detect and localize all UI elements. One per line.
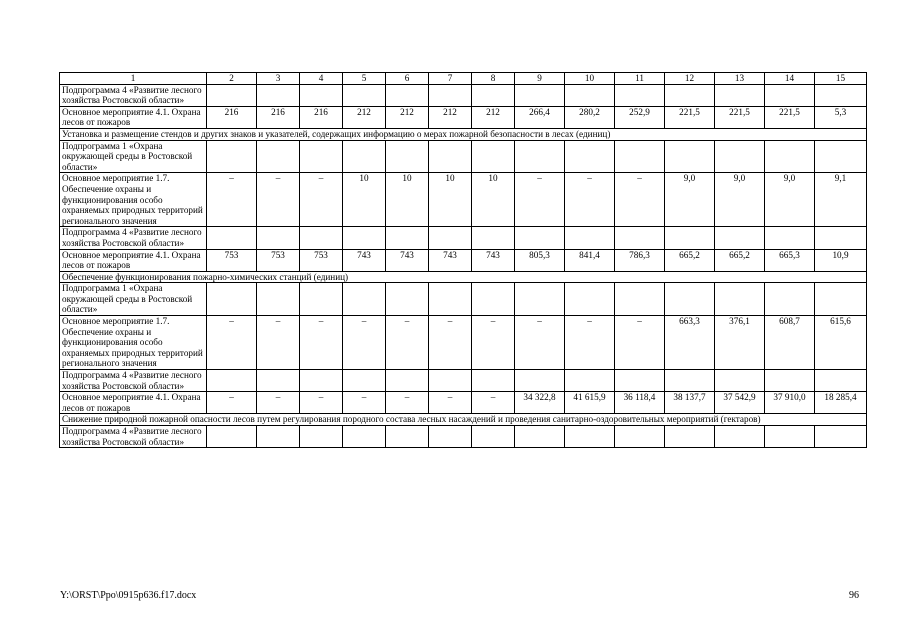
value-cell (386, 140, 429, 173)
value-cell: 5,3 (815, 106, 867, 128)
value-cell (207, 283, 257, 316)
indicator-table (59, 72, 867, 448)
value-cell: 41 615,9 (565, 392, 615, 414)
value-cell: – (343, 316, 386, 370)
value-cell: 34 322,8 (515, 392, 565, 414)
value-cell: 743 (472, 249, 515, 271)
value-cell (515, 84, 565, 106)
value-cell (343, 227, 386, 249)
value-cell (665, 370, 715, 392)
value-cell (715, 283, 765, 316)
value-cell (429, 283, 472, 316)
value-cell (615, 370, 665, 392)
value-cell (765, 227, 815, 249)
column-number-header: 15 (815, 73, 867, 85)
value-cell (343, 370, 386, 392)
table-header-row (60, 73, 867, 85)
value-cell (615, 426, 665, 448)
value-cell (472, 140, 515, 173)
table-row (60, 426, 867, 448)
value-cell (815, 370, 867, 392)
value-cell (386, 370, 429, 392)
value-cell: 9,0 (765, 173, 815, 227)
value-cell (257, 283, 300, 316)
value-cell (715, 426, 765, 448)
table-row (60, 392, 867, 414)
row-label-cell: Основное мероприятие 4.1. Охрана лесов от пожаров (60, 392, 207, 414)
value-cell (300, 84, 343, 106)
value-cell: 38 137,7 (665, 392, 715, 414)
value-cell (715, 84, 765, 106)
column-number-header: 11 (615, 73, 665, 85)
table-row (60, 227, 867, 249)
value-cell (429, 227, 472, 249)
value-cell (615, 227, 665, 249)
value-cell (565, 227, 615, 249)
value-cell (765, 426, 815, 448)
value-cell: 10 (472, 173, 515, 227)
value-cell (343, 283, 386, 316)
table-row (60, 84, 867, 106)
column-number-header: 1 (60, 73, 207, 85)
value-cell (665, 84, 715, 106)
value-cell (300, 370, 343, 392)
table-row (60, 140, 867, 173)
value-cell: 743 (429, 249, 472, 271)
value-cell (472, 426, 515, 448)
table-row (60, 249, 867, 271)
row-label-cell: Основное мероприятие 4.1. Охрана лесов от пожаров (60, 106, 207, 128)
value-cell (615, 140, 665, 173)
value-cell: 10,9 (815, 249, 867, 271)
column-number-header: 5 (343, 73, 386, 85)
value-cell: – (429, 316, 472, 370)
value-cell: 753 (300, 249, 343, 271)
value-cell: 9,0 (715, 173, 765, 227)
value-cell (300, 426, 343, 448)
value-cell: 663,3 (665, 316, 715, 370)
value-cell (343, 426, 386, 448)
row-label-cell: Подпрограмма 1 «Охрана окружающей среды в Ростовской области» (60, 283, 207, 316)
table-row (60, 370, 867, 392)
value-cell (565, 140, 615, 173)
value-cell (815, 426, 867, 448)
value-cell: 37 542,9 (715, 392, 765, 414)
row-label-cell: Подпрограмма 4 «Развитие лесного хозяйства Ростовской области» (60, 426, 207, 448)
row-label-cell: Подпрограмма 4 «Развитие лесного хозяйства Ростовской области» (60, 84, 207, 106)
column-number-header: 13 (715, 73, 765, 85)
value-cell: – (429, 392, 472, 414)
table-row (60, 106, 867, 128)
value-cell: 216 (300, 106, 343, 128)
value-cell: 221,5 (665, 106, 715, 128)
value-cell (565, 370, 615, 392)
value-cell (207, 426, 257, 448)
value-cell (300, 140, 343, 173)
section-title-row (60, 414, 867, 426)
value-cell: – (300, 316, 343, 370)
value-cell: – (472, 316, 515, 370)
value-cell (472, 84, 515, 106)
value-cell: 376,1 (715, 316, 765, 370)
value-cell: 10 (429, 173, 472, 227)
value-cell (815, 227, 867, 249)
value-cell (429, 370, 472, 392)
value-cell (257, 370, 300, 392)
value-cell: 753 (207, 249, 257, 271)
value-cell (257, 84, 300, 106)
value-cell (472, 227, 515, 249)
value-cell: – (300, 173, 343, 227)
value-cell (515, 140, 565, 173)
value-cell (343, 140, 386, 173)
footer-file-path: Y:\ORST\Ppo\0915p636.f17.docx (60, 590, 197, 601)
value-cell: 608,7 (765, 316, 815, 370)
value-cell: – (343, 392, 386, 414)
value-cell (207, 84, 257, 106)
value-cell (515, 227, 565, 249)
value-cell (515, 370, 565, 392)
value-cell: – (257, 392, 300, 414)
value-cell: 216 (257, 106, 300, 128)
value-cell: – (615, 173, 665, 227)
section-title: Обеспечение функционирования пожарно-химических станций (единиц) (60, 271, 867, 283)
value-cell: 216 (207, 106, 257, 128)
value-cell: 10 (343, 173, 386, 227)
value-cell (257, 426, 300, 448)
value-cell (815, 84, 867, 106)
value-cell (665, 227, 715, 249)
value-cell: 212 (472, 106, 515, 128)
value-cell: 665,2 (715, 249, 765, 271)
value-cell (257, 140, 300, 173)
value-cell: 212 (343, 106, 386, 128)
footer-page-number: 96 (849, 590, 859, 601)
section-title-row (60, 271, 867, 283)
column-number-header: 9 (515, 73, 565, 85)
value-cell (300, 283, 343, 316)
column-number-header: 8 (472, 73, 515, 85)
value-cell (515, 426, 565, 448)
value-cell (429, 84, 472, 106)
table-row (60, 316, 867, 370)
value-cell (615, 283, 665, 316)
value-cell: – (515, 316, 565, 370)
value-cell (515, 283, 565, 316)
value-cell: 9,1 (815, 173, 867, 227)
row-label-cell: Основное мероприятие 1.7. Обеспечение охраны и функционирования особо охраняемых природных территорий регионального значения (60, 173, 207, 227)
row-label-cell: Основное мероприятие 1.7. Обеспечение охраны и функционирования особо охраняемых природных территорий регионального значения (60, 316, 207, 370)
value-cell (386, 227, 429, 249)
column-number-header: 4 (300, 73, 343, 85)
value-cell (665, 426, 715, 448)
value-cell (429, 426, 472, 448)
value-cell: 615,6 (815, 316, 867, 370)
value-cell: – (565, 316, 615, 370)
value-cell: 753 (257, 249, 300, 271)
value-cell: – (207, 316, 257, 370)
value-cell: 280,2 (565, 106, 615, 128)
value-cell: – (515, 173, 565, 227)
column-number-header: 14 (765, 73, 815, 85)
column-number-header: 3 (257, 73, 300, 85)
section-title-row (60, 128, 867, 140)
value-cell: – (207, 173, 257, 227)
value-cell: 743 (343, 249, 386, 271)
value-cell (343, 84, 386, 106)
value-cell (765, 283, 815, 316)
value-cell: – (386, 392, 429, 414)
value-cell: 266,4 (515, 106, 565, 128)
value-cell (565, 426, 615, 448)
value-cell: 665,3 (765, 249, 815, 271)
table-row (60, 173, 867, 227)
value-cell (300, 227, 343, 249)
value-cell (207, 227, 257, 249)
value-cell (815, 283, 867, 316)
value-cell: 9,0 (665, 173, 715, 227)
value-cell (565, 283, 615, 316)
value-cell (765, 370, 815, 392)
column-number-header: 7 (429, 73, 472, 85)
value-cell (665, 140, 715, 173)
column-number-header: 10 (565, 73, 615, 85)
value-cell (207, 140, 257, 173)
value-cell: – (472, 392, 515, 414)
value-cell (472, 370, 515, 392)
value-cell (765, 140, 815, 173)
value-cell (615, 84, 665, 106)
value-cell (257, 227, 300, 249)
value-cell: – (257, 173, 300, 227)
value-cell: 212 (386, 106, 429, 128)
value-cell: – (207, 392, 257, 414)
value-cell: 36 118,4 (615, 392, 665, 414)
value-cell (429, 140, 472, 173)
value-cell (765, 84, 815, 106)
value-cell: 37 910,0 (765, 392, 815, 414)
value-cell: – (386, 316, 429, 370)
value-cell (386, 84, 429, 106)
value-cell: 743 (386, 249, 429, 271)
column-number-header: 2 (207, 73, 257, 85)
value-cell (386, 283, 429, 316)
value-cell (472, 283, 515, 316)
value-cell: 10 (386, 173, 429, 227)
column-number-header: 6 (386, 73, 429, 85)
table-row (60, 283, 867, 316)
section-title: Снижение природной пожарной опасности лесов путем регулирования породного состава лесных насаждений и проведения санитарно-оздоровительных мероприятий (гектаров) (60, 414, 867, 426)
value-cell (207, 370, 257, 392)
value-cell (665, 283, 715, 316)
row-label-cell: Подпрограмма 4 «Развитие лесного хозяйства Ростовской области» (60, 370, 207, 392)
value-cell (815, 140, 867, 173)
section-title: Установка и размещение стендов и других знаков и указателей, содержащих информацию о мерах пожарной безопасности в лесах (единиц) (60, 128, 867, 140)
value-cell: – (257, 316, 300, 370)
value-cell: 221,5 (765, 106, 815, 128)
value-cell: 665,2 (665, 249, 715, 271)
value-cell: 786,3 (615, 249, 665, 271)
value-cell (715, 227, 765, 249)
value-cell: 212 (429, 106, 472, 128)
row-label-cell: Подпрограмма 4 «Развитие лесного хозяйства Ростовской области» (60, 227, 207, 249)
value-cell: 221,5 (715, 106, 765, 128)
column-number-header: 12 (665, 73, 715, 85)
value-cell: 805,3 (515, 249, 565, 271)
value-cell: – (615, 316, 665, 370)
value-cell: 252,9 (615, 106, 665, 128)
value-cell: 18 285,4 (815, 392, 867, 414)
value-cell (715, 140, 765, 173)
value-cell: – (300, 392, 343, 414)
value-cell (715, 370, 765, 392)
value-cell: – (565, 173, 615, 227)
row-label-cell: Подпрограмма 1 «Охрана окружающей среды в Ростовской области» (60, 140, 207, 173)
value-cell: 841,4 (565, 249, 615, 271)
value-cell (386, 426, 429, 448)
value-cell (565, 84, 615, 106)
row-label-cell: Основное мероприятие 4.1. Охрана лесов от пожаров (60, 249, 207, 271)
